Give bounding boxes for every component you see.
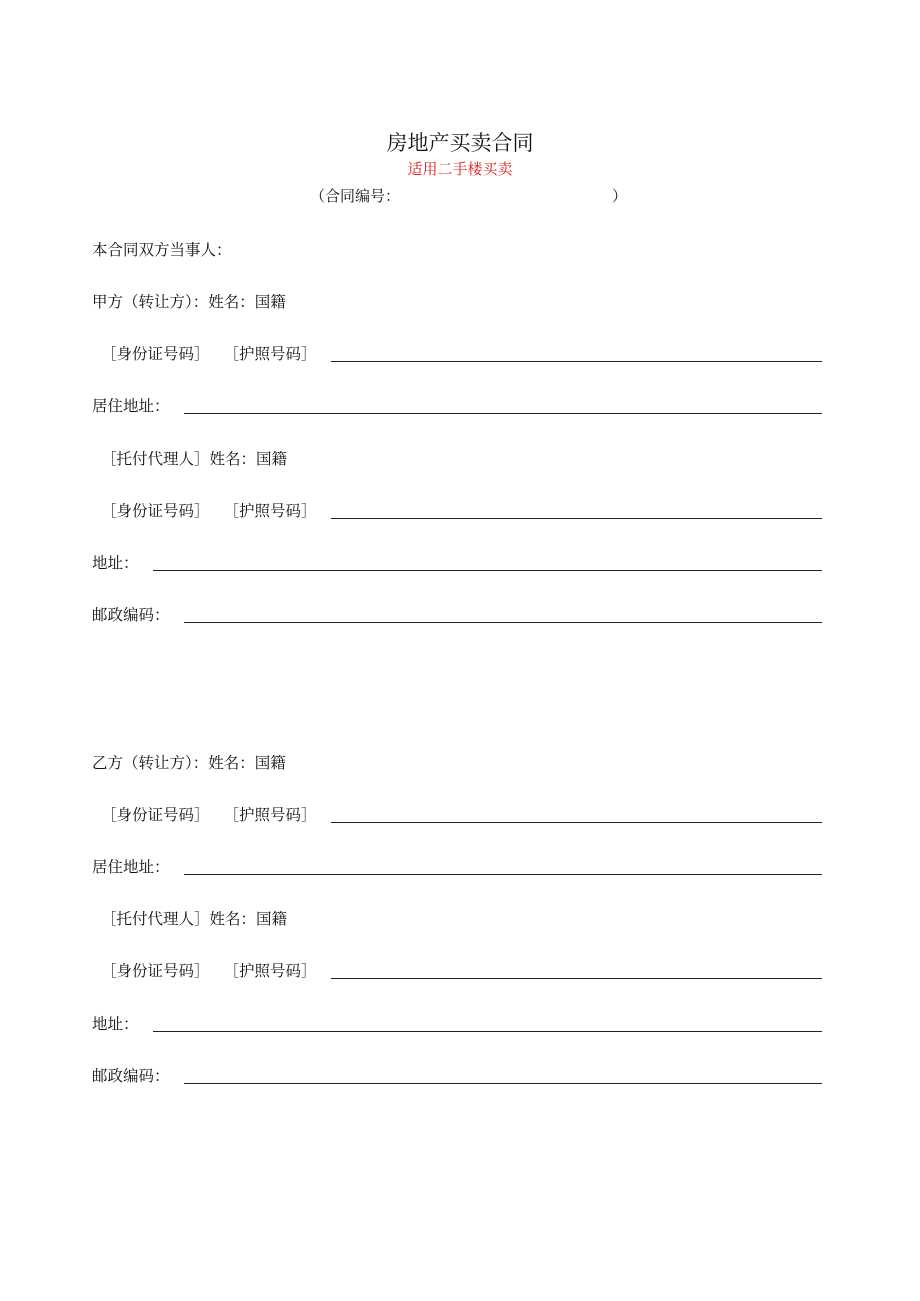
party-a-agent-passport-label: ［护照号码］ bbox=[223, 502, 317, 520]
party-a-agent-address-row bbox=[92, 549, 822, 575]
party-b-heading-label: 乙方（转让方）：姓名：国籍 bbox=[92, 754, 286, 772]
contract-number-close: ） bbox=[612, 187, 628, 205]
party-b-agent-address-row bbox=[92, 1010, 822, 1036]
party-b-agent-id-label: ［身份证号码］ bbox=[101, 962, 210, 980]
party-a-agent-address-blank[interactable] bbox=[153, 569, 822, 571]
parties-intro bbox=[92, 236, 822, 262]
party-a-address-row bbox=[92, 392, 822, 418]
party-b-postcode-blank[interactable] bbox=[184, 1082, 822, 1084]
party-a-address-label: 居住地址： bbox=[92, 397, 170, 415]
party-b-address-row bbox=[92, 853, 822, 879]
party-b-agent-passport-label: ［护照号码］ bbox=[223, 962, 317, 980]
party-a-heading bbox=[92, 288, 822, 314]
party-b-postcode-row bbox=[92, 1062, 822, 1088]
parties-intro-label: 本合同双方当事人： bbox=[92, 241, 232, 259]
party-a-agent-id-blank[interactable] bbox=[331, 517, 822, 519]
party-a-postcode-blank[interactable] bbox=[184, 621, 822, 623]
party-a-agent-id-label: ［身份证号码］ bbox=[101, 502, 210, 520]
party-a-id-blank[interactable] bbox=[331, 360, 822, 362]
document-title: 房地产买卖合同 bbox=[386, 131, 534, 155]
party-a-postcode-label: 邮政编码： bbox=[92, 606, 170, 624]
party-b-passport-label: ［护照号码］ bbox=[223, 806, 317, 824]
contract-number bbox=[310, 185, 630, 207]
party-a-agent-heading bbox=[92, 445, 822, 471]
party-a-passport-label: ［护照号码］ bbox=[223, 345, 317, 363]
party-b-agent-heading bbox=[92, 905, 822, 931]
party-a-id-row bbox=[92, 340, 822, 366]
party-b-agent-address-blank[interactable] bbox=[153, 1030, 822, 1032]
party-b-address-label: 居住地址： bbox=[92, 858, 170, 876]
party-a-heading-label: 甲方（转让方）：姓名：国籍 bbox=[92, 293, 286, 311]
party-b-id-blank[interactable] bbox=[331, 821, 822, 823]
party-b-id-label: ［身份证号码］ bbox=[101, 806, 210, 824]
party-b-postcode-label: 邮政编码： bbox=[92, 1067, 170, 1085]
party-b-agent-heading-label: ［托付代理人］姓名：国籍 bbox=[101, 910, 288, 928]
document-subtitle: 适用二手楼买卖 bbox=[407, 160, 513, 178]
party-b-agent-id-row bbox=[92, 957, 822, 983]
party-a-id-label: ［身份证号码］ bbox=[101, 345, 210, 363]
party-a-agent-address-label: 地址： bbox=[92, 554, 139, 572]
party-b-agent-id-blank[interactable] bbox=[331, 977, 822, 979]
party-a-agent-id-row bbox=[92, 497, 822, 523]
party-b-id-row bbox=[92, 801, 822, 827]
party-b-heading bbox=[92, 749, 822, 775]
contract-number-label: （合同编号： bbox=[310, 187, 401, 205]
party-a-postcode-row bbox=[92, 601, 822, 627]
party-b-agent-address-label: 地址： bbox=[92, 1015, 139, 1033]
party-b-address-blank[interactable] bbox=[184, 873, 822, 875]
party-a-address-blank[interactable] bbox=[184, 412, 822, 414]
party-a-agent-heading-label: ［托付代理人］姓名：国籍 bbox=[101, 450, 288, 468]
